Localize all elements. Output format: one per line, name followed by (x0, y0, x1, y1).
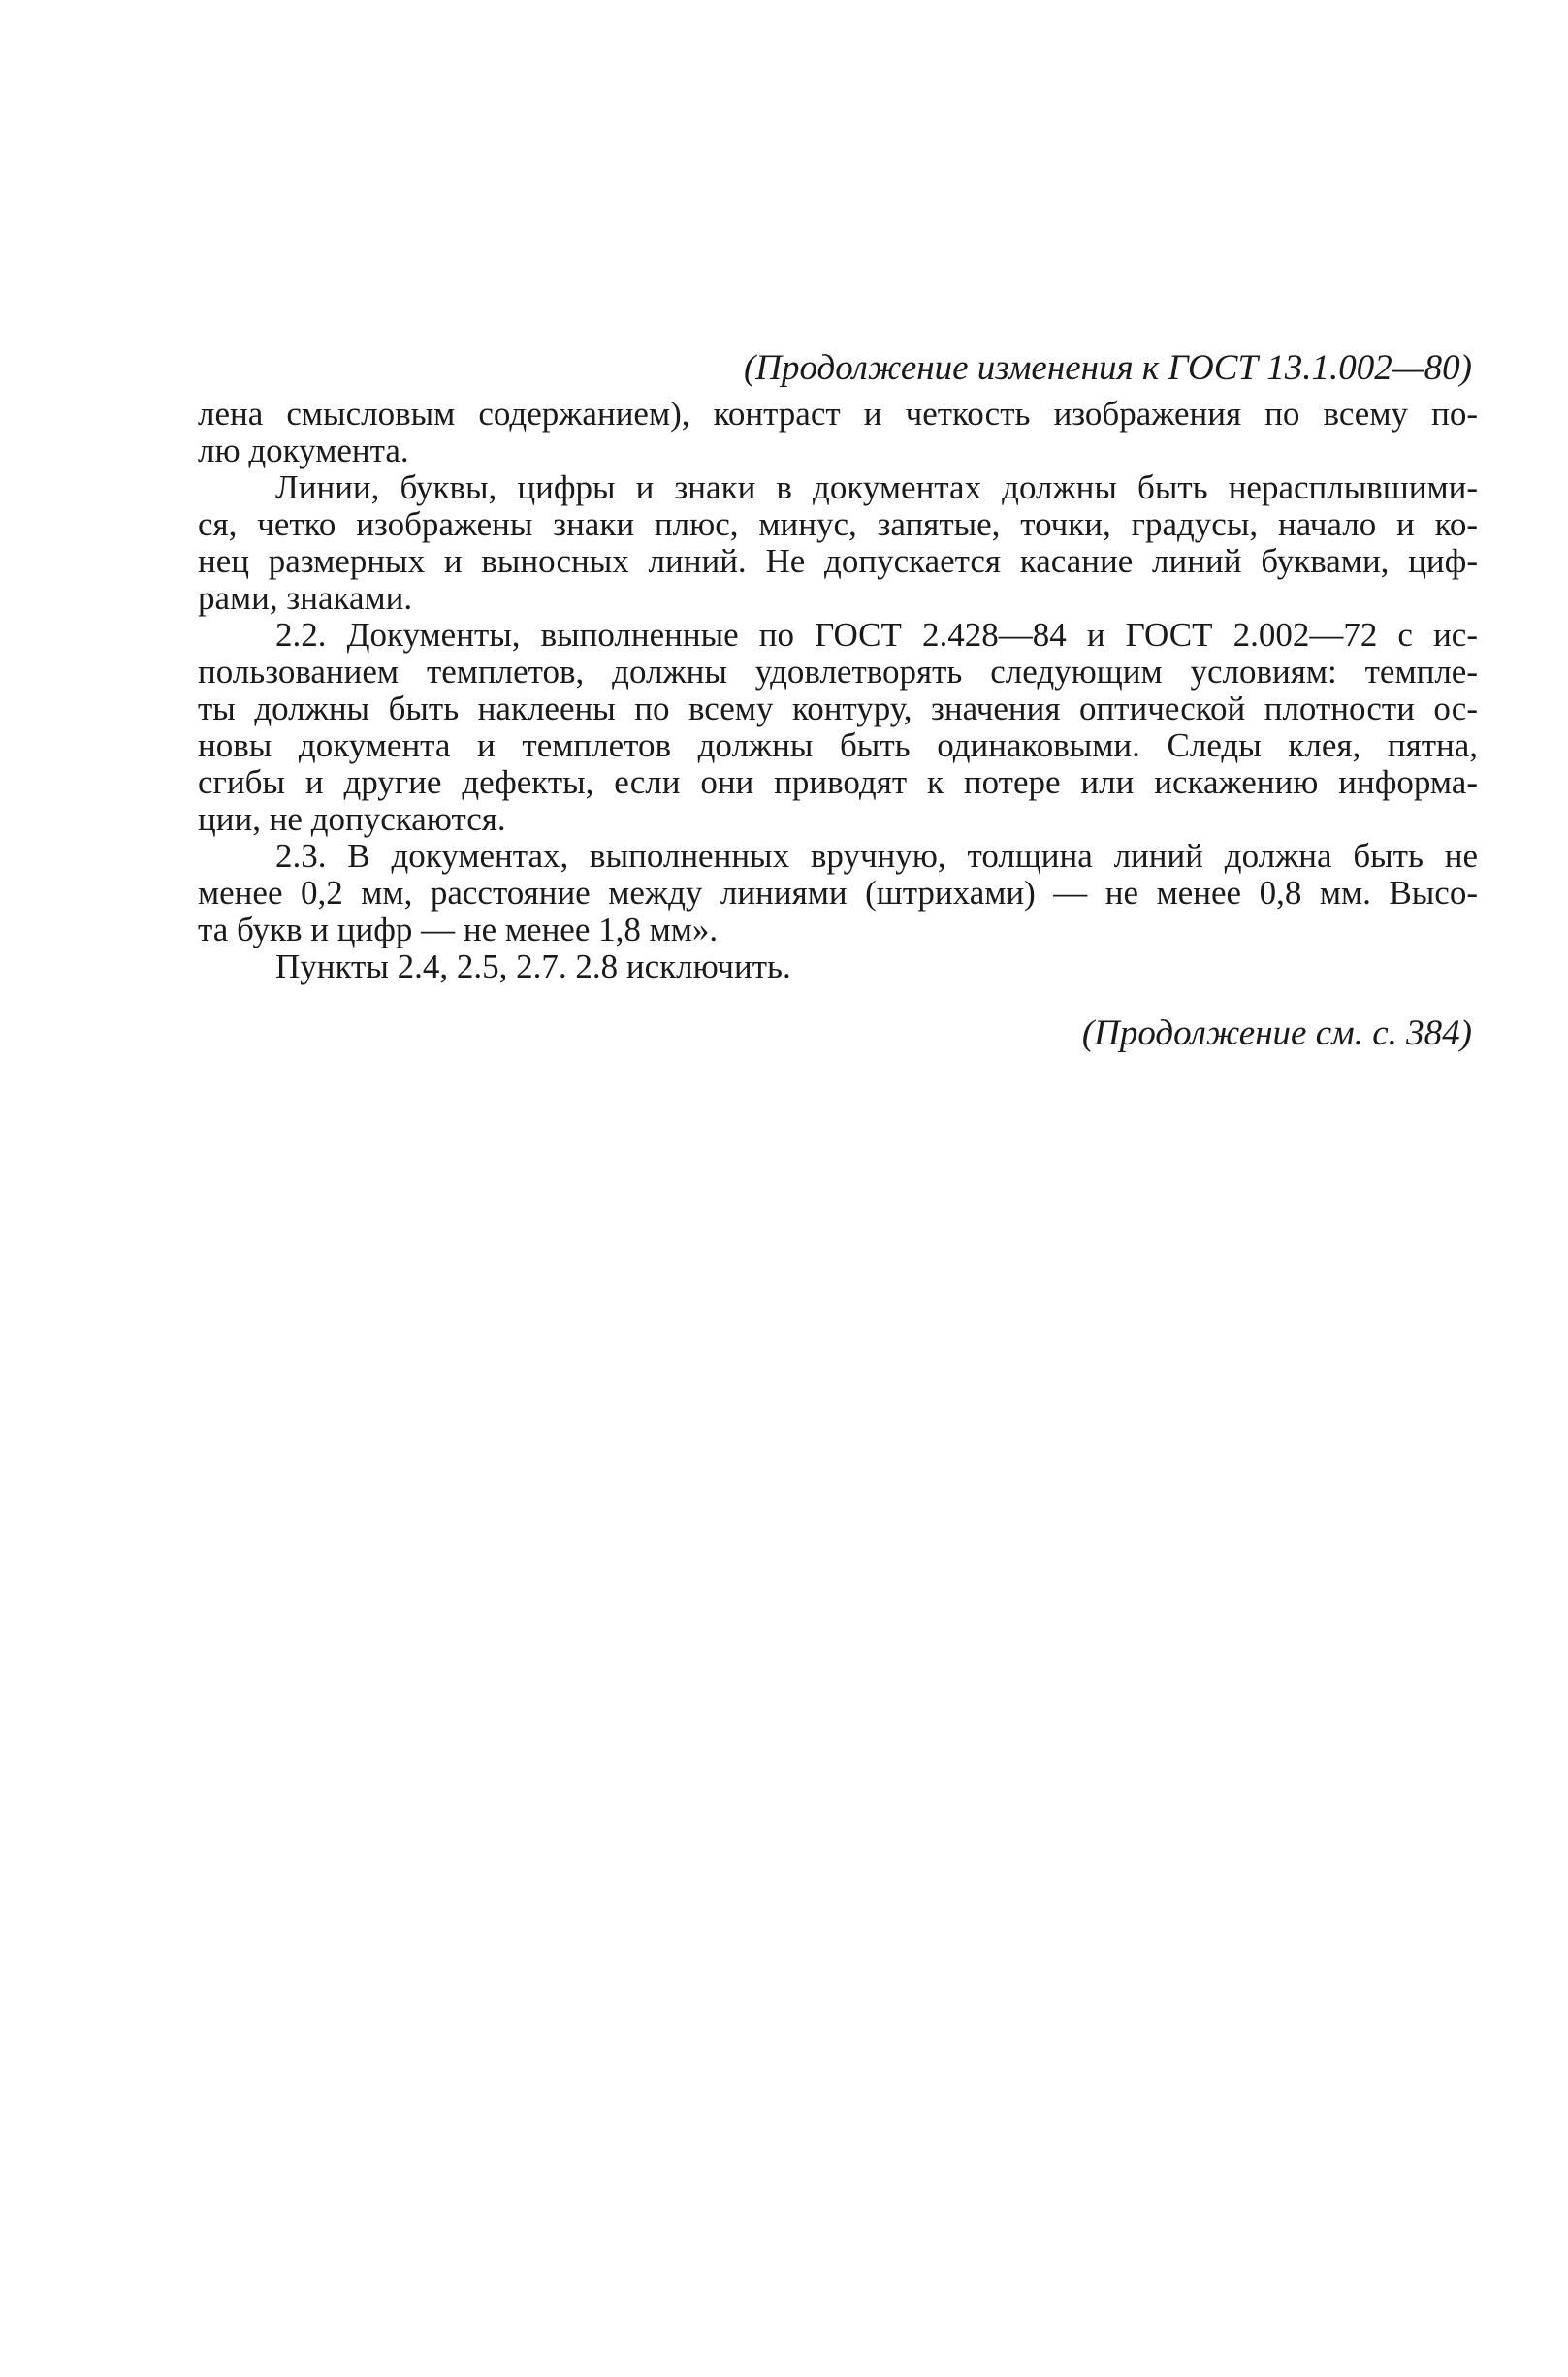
text-line: ся, четко изображены знаки плюс, минус, запятые, точки, градусы, начало и ко- (198, 506, 1478, 543)
text-line: лю документа. (198, 433, 409, 469)
text-line: лена смысловым содержанием), контраст и четкость изображения по всему по- (198, 396, 1478, 433)
text-line: 2.3. В документах, выполненных вручную, толщина линий должна быть не (275, 838, 1478, 875)
text-line: новы документа и темплетов должны быть одинаковыми. Следы клея, пятна, (198, 727, 1478, 764)
text-line: пользованием темплетов, должны удовлетворять следующим условиям: темпле- (198, 654, 1478, 691)
text-line: нец размерных и выносных линий. Не допускается касание линий буквами, циф- (198, 543, 1478, 580)
text-line: 2.2. Документы, выполненные по ГОСТ 2.428—84 и ГОСТ 2.002—72 с ис- (275, 617, 1478, 654)
text-line: та букв и цифр — не менее 1,8 мм». (198, 912, 719, 948)
continuation-header: (Продолжение изменения к ГОСТ 13.1.002—80) (743, 348, 1472, 388)
body-text (198, 396, 1478, 985)
document-body (198, 349, 1478, 1053)
text-line: рами, знаками. (198, 580, 413, 617)
text-line: ты должны быть наклеены по всему контуру, значения оптической плотности ос- (198, 691, 1478, 727)
continuation-footer: (Продолжение см. с. 384) (1081, 1013, 1472, 1053)
text-line: Пункты 2.4, 2.5, 2.7. 2.8 исключить. (275, 948, 791, 985)
text-line: менее 0,2 мм, расстояние между линиями (штрихами) — не менее 0,8 мм. Высо- (198, 875, 1478, 912)
text-line: Линии, буквы, цифры и знаки в документах должны быть нерасплывшими- (275, 469, 1478, 506)
text-line: ции, не допускаются. (198, 801, 506, 838)
text-line: сгибы и другие дефекты, если они приводят к потере или искажению информа- (198, 764, 1478, 801)
